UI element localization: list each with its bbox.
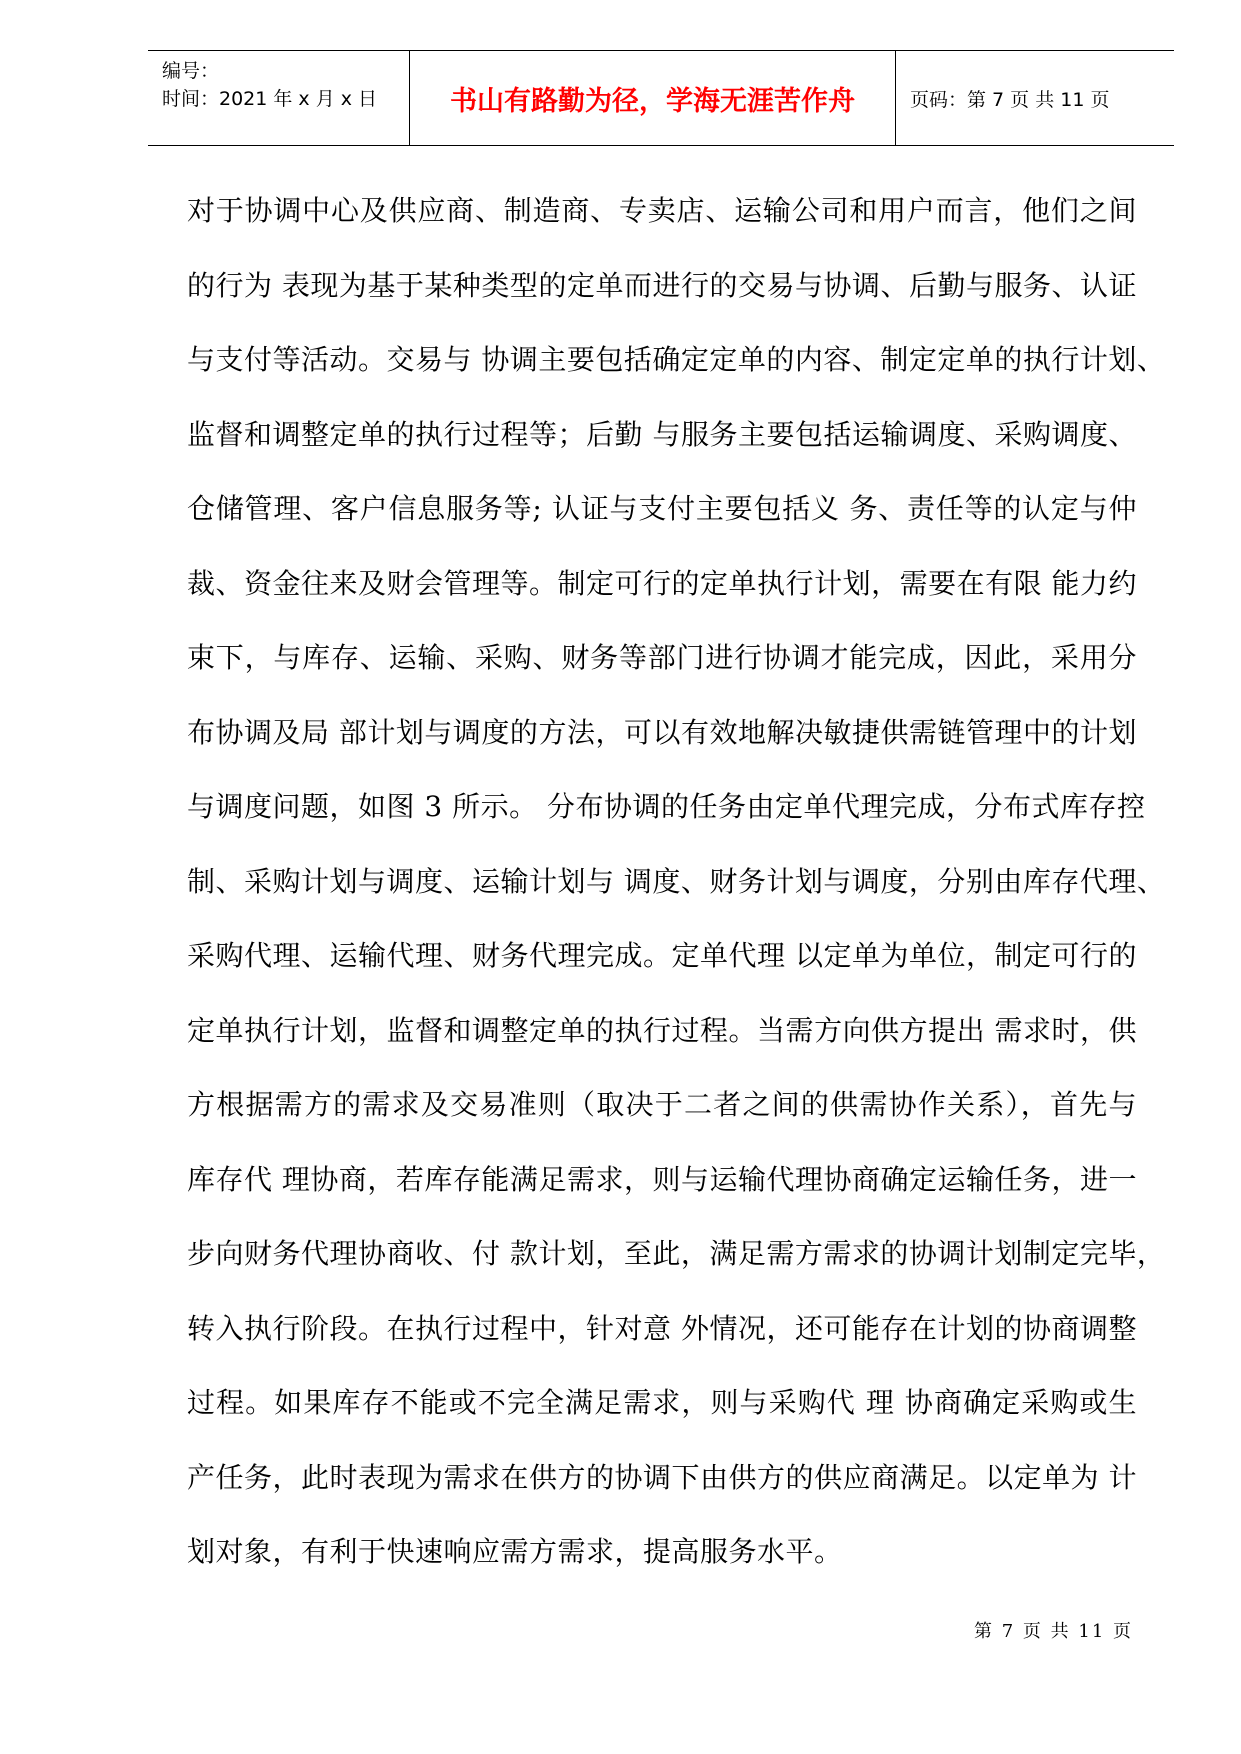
- text-line: 过程。如果库存不能或不完全满足需求，则与采购代 理 协商确定采购或生: [187, 1386, 1137, 1419]
- text-line: 采购代理、运输代理、财务代理完成。定单代理 以定单为单位，制定可行的: [187, 939, 1137, 972]
- text-line: 与调度问题，如图 3 所示。 分布协调的任务由定单代理完成，分布式库存控: [187, 790, 1146, 823]
- body-text: [187, 187, 1166, 1603]
- code-label: 编号：: [162, 60, 220, 82]
- text-line: 裁、资金往来及财会管理等。制定可行的定单执行计划，需要在有限 能力约: [187, 566, 1137, 600]
- header-page-info: 页码：第 7 页 共 11 页: [910, 88, 1110, 111]
- text-line: 监督和调整定单的执行过程等；后勤 与服务主要包括运输调度、采购调度、: [187, 417, 1137, 451]
- text-line: 对于协调中心及供应商、制造商、专卖店、运输公司和用户而言，他们之间: [187, 194, 1137, 227]
- header-meta: [148, 51, 410, 145]
- header-motto: 书山有路勤为径，学海无涯苦作舟: [410, 51, 896, 145]
- text-line: 束下，与库存、运输、采购、财务等部门进行协调才能完成，因此，采用分: [187, 641, 1137, 674]
- text-line: 定单执行计划，监督和调整定单的执行过程。当需方向供方提出 需求时，供: [187, 1013, 1137, 1047]
- text-line: 制、采购计划与调度、运输计划与 调度、财务计划与调度，分别由库存代理、: [187, 864, 1166, 898]
- text-line: 的行为 表现为基于某种类型的定单而进行的交易与协调、后勤与服务、认证: [187, 268, 1137, 302]
- document-header: [148, 50, 1174, 146]
- page-footer: 第 7 页 共 11 页: [974, 1621, 1133, 1642]
- time-label: 时间：2021 年 x 月 x 日: [162, 88, 378, 110]
- text-line: 步向财务代理协商收、付 款计划，至此，满足需方需求的协调计划制定完毕，: [187, 1237, 1166, 1270]
- text-line: 方根据需方的需求及交易准则（取决于二者之间的供需协作关系），首先与: [187, 1088, 1137, 1121]
- text-line: 布协调及局 部计划与调度的方法，可以有效地解决敏捷供需链管理中的计划: [187, 715, 1137, 749]
- text-line: 与支付等活动。交易与 协调主要包括确定定单的内容、制定定单的执行计划、: [187, 343, 1166, 376]
- text-line: 仓储管理、客户信息服务等; 认证与支付主要包括义 务、责任等的认定与仲: [187, 492, 1137, 525]
- text-line: 产任务，此时表现为需求在供方的协调下由供方的供应商满足。以定单为 计: [187, 1460, 1137, 1494]
- text-line: 划对象，有利于快速响应需方需求，提高服务水平。: [187, 1535, 843, 1568]
- text-line: 转入执行阶段。在执行过程中，针对意 外情况，还可能存在计划的协商调整: [187, 1311, 1137, 1345]
- text-line: 库存代 理协商，若库存能满足需求，则与运输代理协商确定运输任务，进一: [187, 1162, 1137, 1196]
